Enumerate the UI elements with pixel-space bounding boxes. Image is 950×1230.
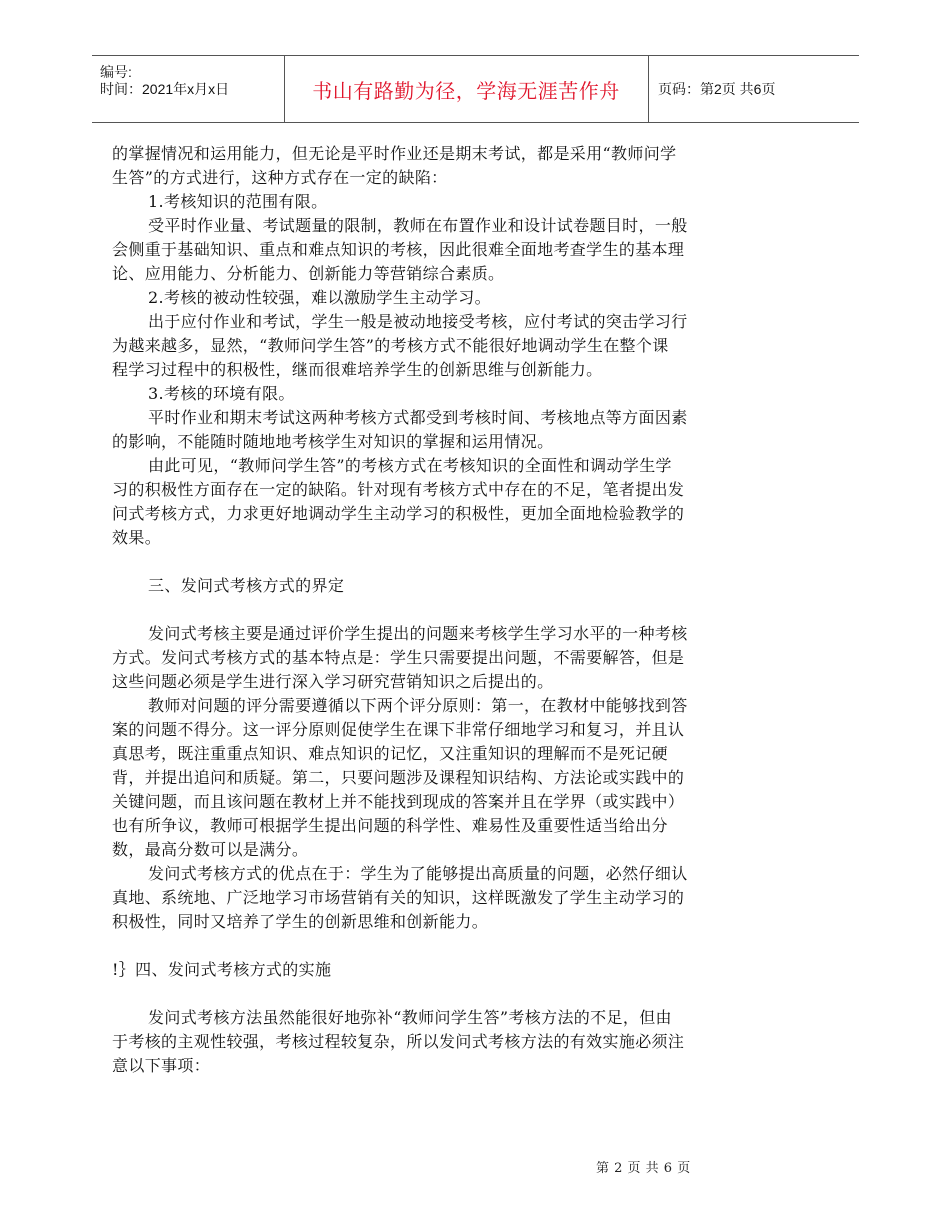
body-line: 关键问题，而且该问题在教材上并不能找到现成的答案并且在学界（或实践中）: [112, 792, 685, 811]
body-line: 出于应付作业和考试，学生一般是被动地接受考核，应付考试的突击学习行: [148, 312, 688, 331]
document-number-label: 编号:: [100, 64, 132, 80]
blank-line: [112, 550, 768, 574]
page-header: [92, 55, 859, 123]
header-motto: 书山有路勤为径，学海无涯苦作舟: [312, 78, 620, 103]
blank-line: [112, 982, 768, 1006]
body-line: 三、发问式考核方式的界定: [148, 576, 345, 595]
body-line: 积极性，同时又培养了学生的创新思维和创新能力。: [112, 912, 489, 931]
body-line: 背，并提出追问和质疑。第二，只要问题涉及课程知识结构、方法论或实践中的: [112, 768, 685, 787]
body-line: 案的问题不得分。这一评分原则促使学生在课下非常仔细地学习和复习，并且认: [112, 720, 685, 739]
body-line: 2.考核的被动性较强，难以激励学生主动学习。: [148, 288, 491, 307]
body-line: 数，最高分数可以是满分。: [112, 840, 309, 859]
body-line: 论、应用能力、分析能力、创新能力等营销综合素质。: [112, 264, 505, 283]
body-line: 的影响，不能随时随地地考核学生对知识的掌握和运用情况。: [112, 432, 554, 451]
body-line: 3.考核的环境有限。: [148, 384, 295, 403]
page-footer: 第 2 页 共 6 页: [596, 1161, 691, 1176]
body-line: 也有所争议，教师可根据学生提出问题的科学性、难易性及重要性适当给出分: [112, 816, 668, 835]
body-line: 发问式考核主要是通过评价学生提出的问题来考核学生学习水平的一种考核: [148, 624, 688, 643]
header-info-cell: [92, 56, 285, 122]
body-line: 方式。发问式考核方式的基本特点是：学生只需要提出问题，不需要解答，但是: [112, 648, 685, 667]
blank-line: [112, 934, 768, 958]
body-line: 于考核的主观性较强，考核过程较复杂，所以发问式考核方法的有效实施必须注: [112, 1032, 685, 1051]
body-line: 问式考核方式，力求更好地调动学生主动学习的积极性，更加全面地检验教学的: [112, 504, 685, 523]
document-time-label: 时间：2021年x月x日: [100, 81, 230, 97]
body-line: 发问式考核方式的优点在于：学生为了能够提出高质量的问题，必然仔细认: [148, 864, 688, 883]
body-line: 平时作业和期末考试这两种考核方式都受到考核时间、考核地点等方面因素: [148, 408, 688, 427]
body-line: 由此可见，“教师问学生答”的考核方式在考核知识的全面性和调动学生学: [148, 456, 672, 475]
body-line: !｝四、发问式考核方式的实施: [112, 960, 332, 979]
body-line: 程学习过程中的积极性，继而很难培养学生的创新思维与创新能力。: [112, 360, 603, 379]
header-page-code: 页码：第2页 共6页: [658, 81, 776, 97]
body-line: 发问式考核方法虽然能很好地弥补“教师问学生答”考核方法的不足，但由: [148, 1008, 672, 1027]
body-line: 为越来越多，显然，“教师问学生答”的考核方式不能很好地调动学生在整个课: [112, 336, 669, 355]
blank-line: [112, 598, 768, 622]
body-line: 意以下事项：: [112, 1056, 211, 1075]
body-line: 效果。: [112, 528, 162, 547]
body-line: 真地、系统地、广泛地学习市场营销有关的知识，这样既激发了学生主动学习的: [112, 888, 685, 907]
body-line: 生答”的方式进行，这种方式存在一定的缺陷：: [112, 168, 448, 187]
body-line: 1.考核知识的范围有限。: [148, 192, 328, 211]
header-page-cell: [649, 56, 859, 122]
body-line: 的掌握情况和运用能力，但无论是平时作业还是期末考试，都是采用“教师问学: [112, 144, 677, 163]
body-line: 受平时作业量、考试题量的限制，教师在布置作业和设计试卷题目时，一般: [148, 216, 688, 235]
body-line: 真思考，既注重重点知识、难点知识的记忆，又注重知识的理解而不是死记硬: [112, 744, 668, 763]
body-line: 这些问题必须是学生进行深入学习研究营销知识之后提出的。: [112, 672, 554, 691]
header-motto-cell: [284, 56, 649, 122]
body-line: 会侧重于基础知识、重点和难点知识的考核，因此很难全面地考查学生的基本理: [112, 240, 685, 259]
body-line: 习的积极性方面存在一定的缺陷。针对现有考核方式中存在的不足，笔者提出发: [112, 480, 685, 499]
document-body: [112, 142, 768, 1078]
body-line: 教师对问题的评分需要遵循以下两个评分原则：第一，在教材中能够找到答: [148, 696, 688, 715]
